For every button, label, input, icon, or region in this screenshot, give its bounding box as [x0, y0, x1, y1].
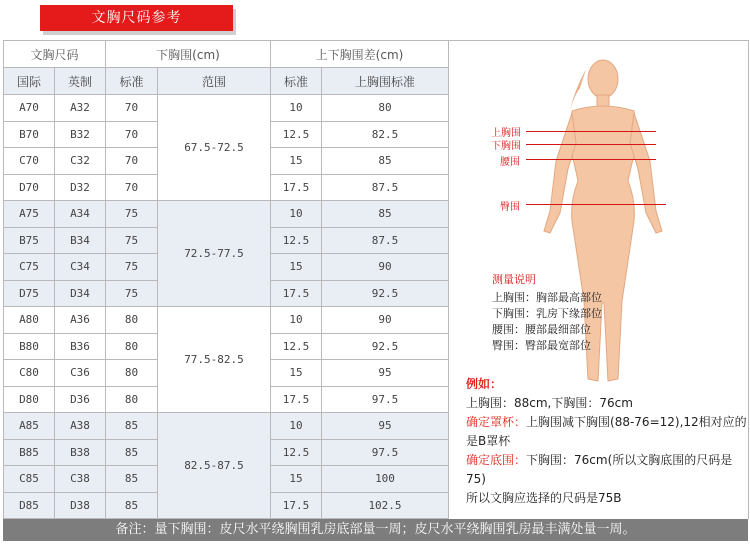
header-range: 范围 — [158, 68, 271, 95]
cell-intl: B80 — [4, 333, 55, 360]
cell-diff: 12.5 — [271, 439, 322, 466]
cell-intl: D70 — [4, 174, 55, 201]
cell-diff: 10 — [271, 95, 322, 122]
line-upper-bust — [526, 131, 656, 132]
header-upper-std: 上胸围标准 — [322, 68, 449, 95]
cell-intl: A85 — [4, 413, 55, 440]
example-band-text: 下胸围：76cm(所以文胸底围的尺码是75) — [466, 453, 733, 486]
example-band-label: 确定底围： — [466, 453, 527, 467]
label-hip: 臀围 — [500, 202, 520, 213]
cell-std: 75 — [106, 254, 158, 281]
cell-std: 85 — [106, 439, 158, 466]
table-row — [4, 95, 449, 122]
header-std2: 标准 — [271, 68, 322, 95]
example-cup-text: 上胸围减下胸围(88-76=12),12相对应的是B罩杯 — [466, 415, 747, 448]
cell-upper: 92.5 — [322, 333, 449, 360]
cell-upper: 100 — [322, 466, 449, 493]
example-heading: 例如： — [466, 377, 503, 391]
cell-std: 70 — [106, 121, 158, 148]
cell-diff: 17.5 — [271, 492, 322, 519]
header-diff: 上下胸围差(cm) — [271, 41, 449, 68]
table-row — [4, 201, 449, 228]
legend-item: 下胸围：乳房下缘部位 — [492, 307, 602, 320]
cell-upper: 92.5 — [322, 280, 449, 307]
cell-intl: D80 — [4, 386, 55, 413]
cell-diff: 12.5 — [271, 227, 322, 254]
cell-uk: D38 — [55, 492, 106, 519]
cell-diff: 10 — [271, 201, 322, 228]
page-title: 文胸尺码参考 — [40, 5, 233, 31]
cell-diff: 10 — [271, 307, 322, 334]
cell-std: 70 — [106, 148, 158, 175]
cell-std: 75 — [106, 280, 158, 307]
header-under: 下胸围(cm) — [106, 41, 271, 68]
cell-upper: 97.5 — [322, 439, 449, 466]
legend-item: 臀围：臀部最宽部位 — [492, 339, 591, 352]
label-upper-bust: 上胸围 — [491, 128, 521, 139]
cell-range: 82.5-87.5 — [158, 413, 271, 519]
example-conclusion: 所以文胸应选择的尺码是75B — [466, 491, 622, 505]
cell-diff: 15 — [271, 466, 322, 493]
cell-uk: D34 — [55, 280, 106, 307]
cell-uk: B32 — [55, 121, 106, 148]
cell-intl: B75 — [4, 227, 55, 254]
header-intl: 国际 — [4, 68, 55, 95]
cell-uk: A36 — [55, 307, 106, 334]
cell-intl: C80 — [4, 360, 55, 387]
cell-upper: 97.5 — [322, 386, 449, 413]
cell-upper: 85 — [322, 148, 449, 175]
cell-std: 80 — [106, 386, 158, 413]
line-under-bust — [526, 144, 656, 145]
cell-std: 80 — [106, 333, 158, 360]
example-cup — [466, 413, 748, 451]
cell-diff: 17.5 — [271, 280, 322, 307]
cell-std: 80 — [106, 360, 158, 387]
example-band — [466, 451, 748, 489]
cell-upper: 80 — [322, 95, 449, 122]
header-std: 标准 — [106, 68, 158, 95]
header-uk: 英制 — [55, 68, 106, 95]
example-cup-label: 确定罩杯： — [466, 415, 527, 429]
cell-intl: A75 — [4, 201, 55, 228]
cell-intl: D75 — [4, 280, 55, 307]
figure-hair — [570, 69, 586, 111]
cell-intl: B70 — [4, 121, 55, 148]
size-rows — [4, 95, 449, 519]
cell-uk: A34 — [55, 201, 106, 228]
cell-std: 85 — [106, 413, 158, 440]
cell-intl: B85 — [4, 439, 55, 466]
legend-heading: 测量说明 — [492, 273, 536, 286]
cell-std: 75 — [106, 227, 158, 254]
table-row — [4, 413, 449, 440]
legend-item: 腰围：腰部最细部位 — [492, 323, 591, 336]
cell-diff: 17.5 — [271, 386, 322, 413]
cell-uk: A32 — [55, 95, 106, 122]
cell-diff: 10 — [271, 413, 322, 440]
measurement-legend — [492, 272, 602, 354]
cell-diff: 15 — [271, 360, 322, 387]
cell-diff: 12.5 — [271, 333, 322, 360]
cell-diff: 17.5 — [271, 174, 322, 201]
label-waist: 腰围 — [500, 157, 520, 168]
cell-std: 75 — [106, 201, 158, 228]
header-size: 文胸尺码 — [4, 41, 106, 68]
cell-upper: 95 — [322, 360, 449, 387]
cell-range: 72.5-77.5 — [158, 201, 271, 307]
cell-diff: 12.5 — [271, 121, 322, 148]
cell-std: 70 — [106, 174, 158, 201]
cell-upper: 87.5 — [322, 227, 449, 254]
cell-uk: B36 — [55, 333, 106, 360]
cell-intl: D85 — [4, 492, 55, 519]
size-table — [3, 40, 449, 519]
cell-intl: A70 — [4, 95, 55, 122]
label-under-bust: 下胸围 — [491, 141, 521, 152]
legend-item: 上胸围：胸部最高部位 — [492, 291, 602, 304]
cell-range: 67.5-72.5 — [158, 95, 271, 201]
cell-uk: B34 — [55, 227, 106, 254]
cell-upper: 82.5 — [322, 121, 449, 148]
cell-intl: C85 — [4, 466, 55, 493]
example-section — [466, 375, 748, 508]
cell-uk: D36 — [55, 386, 106, 413]
cell-uk: B38 — [55, 439, 106, 466]
line-hip — [526, 204, 666, 205]
cell-upper: 95 — [322, 413, 449, 440]
cell-range: 77.5-82.5 — [158, 307, 271, 413]
example-line1: 上胸围：88cm,下胸围：76cm — [466, 396, 633, 410]
footer-note: 备注：量下胸围：皮尺水平绕胸围乳房底部量一周；皮尺水平绕胸围乳房最丰满处量一周。 — [3, 519, 748, 541]
cell-uk: C32 — [55, 148, 106, 175]
figure-head — [588, 60, 618, 98]
cell-upper: 87.5 — [322, 174, 449, 201]
cell-uk: A38 — [55, 413, 106, 440]
cell-diff: 15 — [271, 254, 322, 281]
cell-upper: 90 — [322, 307, 449, 334]
cell-uk: D32 — [55, 174, 106, 201]
cell-intl: A80 — [4, 307, 55, 334]
cell-diff: 15 — [271, 148, 322, 175]
cell-std: 70 — [106, 95, 158, 122]
cell-upper: 85 — [322, 201, 449, 228]
cell-upper: 102.5 — [322, 492, 449, 519]
cell-uk: C36 — [55, 360, 106, 387]
cell-upper: 90 — [322, 254, 449, 281]
table-row — [4, 307, 449, 334]
cell-uk: C38 — [55, 466, 106, 493]
cell-intl: C75 — [4, 254, 55, 281]
cell-std: 80 — [106, 307, 158, 334]
cell-std: 85 — [106, 492, 158, 519]
cell-std: 85 — [106, 466, 158, 493]
line-waist — [526, 159, 656, 160]
cell-uk: C34 — [55, 254, 106, 281]
cell-intl: C70 — [4, 148, 55, 175]
